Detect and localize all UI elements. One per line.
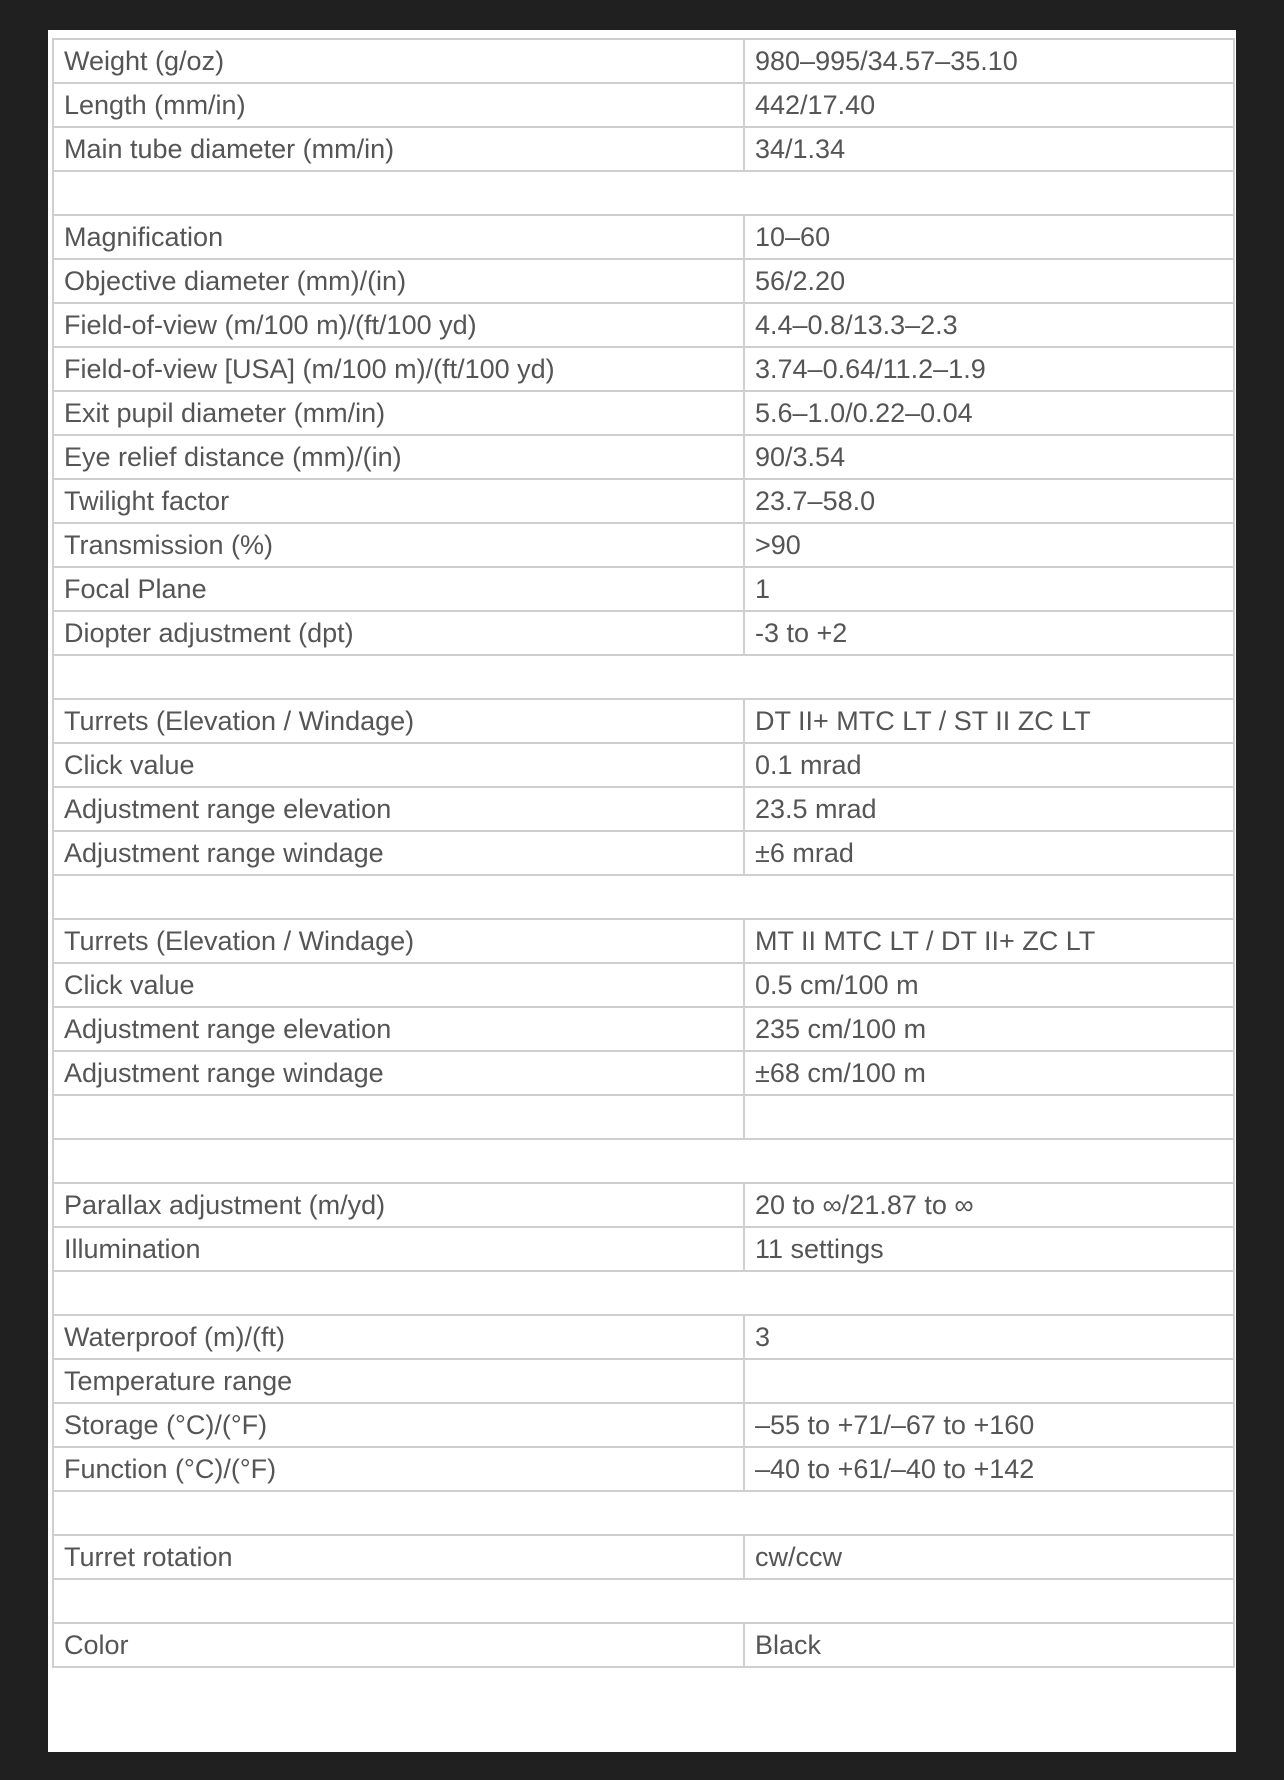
spec-row [53, 787, 1234, 831]
spec-row [53, 479, 1234, 523]
spec-label: Focal Plane [53, 567, 744, 611]
spec-row [53, 699, 1234, 743]
spec-label: Turret rotation [53, 1535, 744, 1579]
spacer-row [53, 1491, 1234, 1535]
spec-value: MT II MTC LT / DT II+ ZC LT [744, 919, 1234, 963]
spec-label: Diopter adjustment (dpt) [53, 611, 744, 655]
spacer-cell [53, 171, 1234, 215]
spec-label: Turrets (Elevation / Windage) [53, 699, 744, 743]
spec-row [53, 523, 1234, 567]
spec-value: 23.5 mrad [744, 787, 1234, 831]
spacer-row [53, 171, 1234, 215]
spec-row [53, 611, 1234, 655]
spec-row [53, 215, 1234, 259]
spec-row [53, 1095, 1234, 1139]
spec-row [53, 1183, 1234, 1227]
spacer-row [53, 1139, 1234, 1183]
spec-row [53, 1535, 1234, 1579]
spec-label: Main tube diameter (mm/in) [53, 127, 744, 171]
spec-value: 90/3.54 [744, 435, 1234, 479]
spec-value: 3 [744, 1315, 1234, 1359]
spec-row [53, 1447, 1234, 1491]
spec-value: –40 to +61/–40 to +142 [744, 1447, 1234, 1491]
spec-value [744, 1359, 1234, 1403]
spec-label: Storage (°C)/(°F) [53, 1403, 744, 1447]
spec-row [53, 303, 1234, 347]
spec-row [53, 1007, 1234, 1051]
spec-row [53, 963, 1234, 1007]
spec-value: ±6 mrad [744, 831, 1234, 875]
spec-label: Exit pupil diameter (mm/in) [53, 391, 744, 435]
spec-label: Click value [53, 743, 744, 787]
spec-value: –55 to +71/–67 to +160 [744, 1403, 1234, 1447]
spec-label: Transmission (%) [53, 523, 744, 567]
spec-label: Twilight factor [53, 479, 744, 523]
spacer-cell [53, 1139, 1234, 1183]
spec-value: 980–995/34.57–35.10 [744, 39, 1234, 83]
spec-value: 23.7–58.0 [744, 479, 1234, 523]
spec-label: Magnification [53, 215, 744, 259]
spec-row [53, 83, 1234, 127]
spacer-row [53, 1271, 1234, 1315]
spec-value: cw/ccw [744, 1535, 1234, 1579]
spec-value: 3.74–0.64/11.2–1.9 [744, 347, 1234, 391]
spec-label: Waterproof (m)/(ft) [53, 1315, 744, 1359]
spec-row [53, 391, 1234, 435]
spacer-row [53, 655, 1234, 699]
spec-row [53, 1403, 1234, 1447]
spec-label: Temperature range [53, 1359, 744, 1403]
spec-label: Click value [53, 963, 744, 1007]
spec-value: 5.6–1.0/0.22–0.04 [744, 391, 1234, 435]
spec-label: Field-of-view (m/100 m)/(ft/100 yd) [53, 303, 744, 347]
spec-row [53, 1359, 1234, 1403]
spec-row [53, 435, 1234, 479]
spec-label: Weight (g/oz) [53, 39, 744, 83]
spec-value: ±68 cm/100 m [744, 1051, 1234, 1095]
spec-value: 34/1.34 [744, 127, 1234, 171]
spec-label: Color [53, 1623, 744, 1667]
spec-row [53, 1227, 1234, 1271]
spec-label: Adjustment range windage [53, 831, 744, 875]
spec-row [53, 743, 1234, 787]
spec-value: 235 cm/100 m [744, 1007, 1234, 1051]
spec-row [53, 831, 1234, 875]
spec-label: Field-of-view [USA] (m/100 m)/(ft/100 yd) [53, 347, 744, 391]
spec-value: 0.5 cm/100 m [744, 963, 1234, 1007]
spec-value: 10–60 [744, 215, 1234, 259]
spec-table [52, 38, 1235, 1668]
spec-label: Function (°C)/(°F) [53, 1447, 744, 1491]
spec-row [53, 1051, 1234, 1095]
spec-label [53, 1095, 744, 1139]
spec-label: Adjustment range elevation [53, 787, 744, 831]
spec-label: Adjustment range elevation [53, 1007, 744, 1051]
spec-value: 56/2.20 [744, 259, 1234, 303]
spec-page [48, 30, 1236, 1752]
spec-row [53, 127, 1234, 171]
spec-table-body [53, 39, 1234, 1667]
spec-value: 11 settings [744, 1227, 1234, 1271]
spec-value: DT II+ MTC LT / ST II ZC LT [744, 699, 1234, 743]
spec-value: 0.1 mrad [744, 743, 1234, 787]
spec-row [53, 567, 1234, 611]
spec-value [744, 1095, 1234, 1139]
spec-row [53, 1315, 1234, 1359]
spacer-cell [53, 1579, 1234, 1623]
spec-value: 4.4–0.8/13.3–2.3 [744, 303, 1234, 347]
spec-row [53, 39, 1234, 83]
spacer-row [53, 1579, 1234, 1623]
spacer-cell [53, 1271, 1234, 1315]
spec-value: 20 to ∞/21.87 to ∞ [744, 1183, 1234, 1227]
spec-row [53, 347, 1234, 391]
spacer-cell [53, 875, 1234, 919]
spec-value: >90 [744, 523, 1234, 567]
spacer-cell [53, 655, 1234, 699]
spec-value: Black [744, 1623, 1234, 1667]
spacer-cell [53, 1491, 1234, 1535]
spec-label: Eye relief distance (mm)/(in) [53, 435, 744, 479]
spec-row [53, 1623, 1234, 1667]
spec-row [53, 259, 1234, 303]
spec-value: -3 to +2 [744, 611, 1234, 655]
spec-row [53, 919, 1234, 963]
spec-label: Turrets (Elevation / Windage) [53, 919, 744, 963]
spec-label: Illumination [53, 1227, 744, 1271]
spec-label: Length (mm/in) [53, 83, 744, 127]
spec-label: Parallax adjustment (m/yd) [53, 1183, 744, 1227]
spec-label: Objective diameter (mm)/(in) [53, 259, 744, 303]
spec-value: 1 [744, 567, 1234, 611]
spec-label: Adjustment range windage [53, 1051, 744, 1095]
spacer-row [53, 875, 1234, 919]
spec-value: 442/17.40 [744, 83, 1234, 127]
